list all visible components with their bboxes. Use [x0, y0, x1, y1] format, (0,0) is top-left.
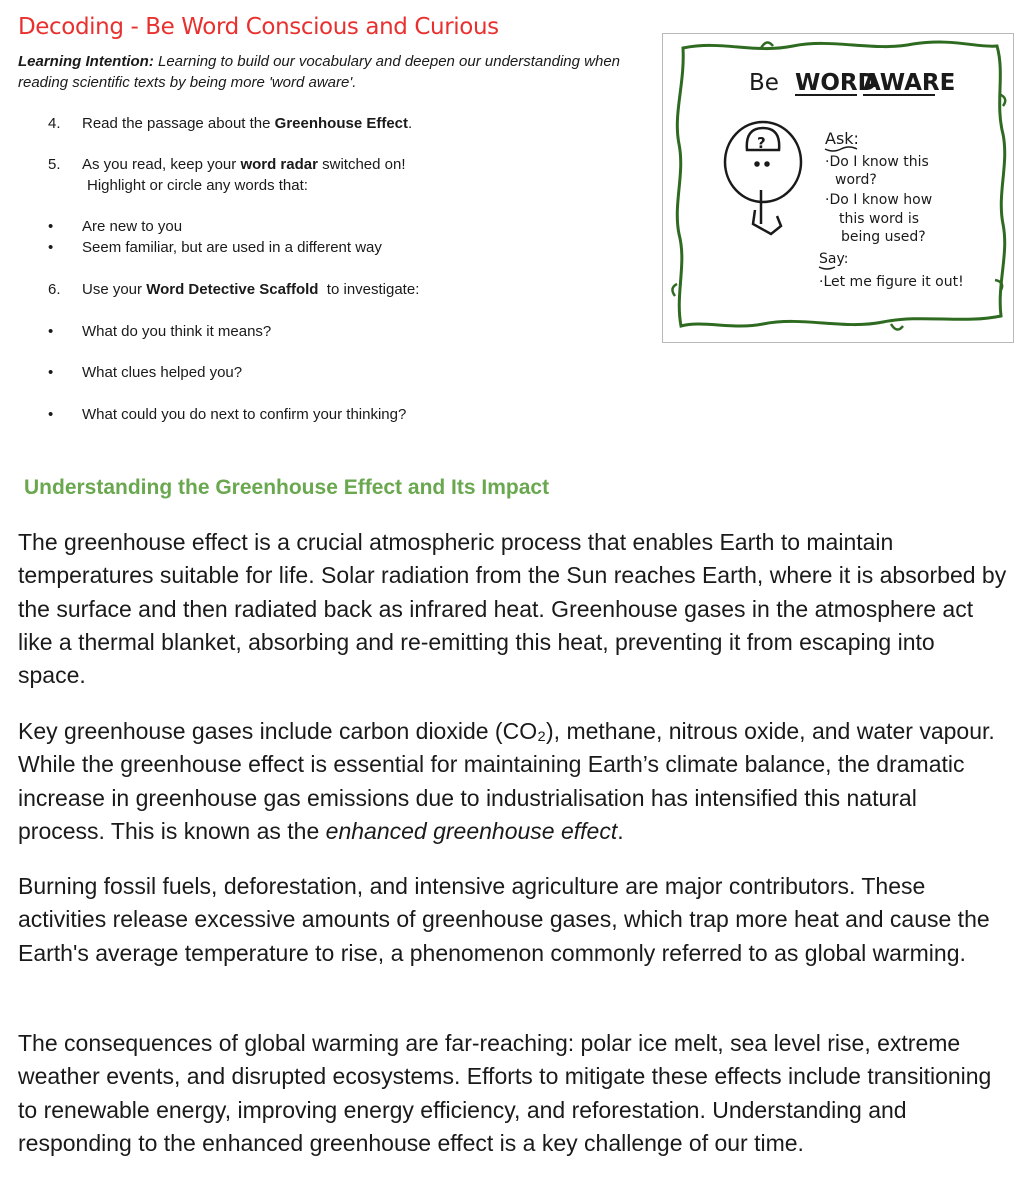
- list-item-text: What do you think it means?: [82, 323, 272, 340]
- poster-ask-line: being used?: [841, 229, 926, 245]
- step-text: As you read, keep your: [82, 156, 241, 173]
- list-item: [48, 237, 382, 258]
- step-keyword: word radar: [240, 156, 318, 173]
- article-paragraph-2: [18, 715, 1008, 848]
- step-text-end: .: [408, 115, 413, 132]
- step-text-end: switched on!: [317, 156, 406, 173]
- poster-ask-label: Ask:: [825, 129, 859, 148]
- poster-heading-word: WORD: [795, 70, 877, 96]
- step-number: 5.: [48, 156, 61, 173]
- poster-ask-line: word?: [835, 172, 877, 188]
- learning-intention: [18, 51, 638, 93]
- paragraph-text-end: .: [617, 817, 624, 844]
- bullet-icon: •: [48, 406, 54, 423]
- paragraph-italic-term: enhanced greenhouse effect: [325, 817, 618, 844]
- article-paragraph-4: The consequences of global warming are far-reaching: polar ice melt, sea level rise, extreme weather events, and disrupted ecosystems. Efforts to mitigate these effects include transitioning to renewable energy, improving energy efficiency, and reforestation. Understanding and responding to the enhanced greenhouse effect is a key challenge of our time.: [18, 1030, 992, 1156]
- question-mark-icon: ?: [757, 134, 766, 152]
- poster-say-label: Say:: [819, 251, 849, 267]
- list-item: [48, 404, 406, 425]
- step-text: Use your: [82, 281, 147, 298]
- step-text: Read the passage about the: [82, 115, 275, 132]
- article-heading: Understanding the Greenhouse Effect and Its Impact: [24, 476, 550, 499]
- step-text-end: to investigate:: [318, 281, 420, 298]
- bullet-icon: •: [48, 364, 54, 381]
- list-item-text: What clues helped you?: [82, 364, 243, 381]
- article-paragraph-1: The greenhouse effect is a crucial atmospheric process that enables Earth to maintain temperatures suitable for life. Solar radiation from the Sun reaches Earth, where it is absorbed by the surface and then radiated back as infrared heat. Greenhouse gases in the atmosphere act like a thermal blanket, absorbing and re-emitting this heat, preventing it from escaping into space.: [18, 529, 1007, 689]
- poster-ask-line: ·Do I know how: [825, 192, 933, 208]
- bullet-icon: •: [48, 239, 54, 256]
- step-6: [48, 279, 419, 300]
- article-paragraph-3: Burning fossil fuels, deforestation, and intensive agriculture are major contributors. These activities release excessive amounts of greenhouse gases, which trap more heat and cause the Earth's average temperature to rise, a phenomenon commonly referred to as global warming.: [18, 873, 990, 966]
- list-item: [48, 362, 242, 383]
- list-item-text: Seem familiar, but are used in a different way: [82, 239, 382, 256]
- paragraph-text: Key greenhouse gases include carbon dioxide (CO₂), methane, nitrous oxide, and water vapour. While the greenhouse effect is essential for maintaining Earth’s climate balance, the dramatic increase in greenhouse gas emissions due to industrialisation has intensified this natural process. This is known as the: [18, 718, 995, 844]
- worksheet-title: Decoding - Be Word Conscious and Curious: [18, 14, 499, 40]
- step-number: 6.: [48, 281, 61, 298]
- bullet-icon: •: [48, 323, 54, 340]
- step-4: [48, 113, 412, 134]
- list-item: [48, 216, 182, 237]
- list-item-text: What could you do next to confirm your thinking?: [82, 406, 407, 423]
- step-keyword: Word Detective Scaffold: [146, 281, 319, 298]
- poster-ask-line: this word is: [839, 211, 920, 227]
- poster-heading-aware: AWARE: [863, 70, 956, 96]
- step-number: 4.: [48, 115, 61, 132]
- step-5: [48, 154, 406, 175]
- learning-intention-text: Learning to build our vocabulary and deepen our understanding when reading scientific texts by being more 'word aware'.: [18, 53, 620, 91]
- poster-ask-line: ·Do I know this: [825, 154, 929, 170]
- bullet-icon: •: [48, 218, 54, 235]
- poster-drawing: [663, 34, 1013, 342]
- list-item-text: Are new to you: [82, 218, 183, 235]
- poster-say-line: ·Let me figure it out!: [819, 274, 964, 290]
- step-5-line-2: Highlight or circle any words that:: [87, 177, 308, 194]
- word-aware-poster: [662, 33, 1014, 343]
- list-item: [48, 321, 271, 342]
- step-keyword: Greenhouse Effect: [274, 115, 409, 132]
- learning-intention-label: Learning Intention:: [18, 53, 154, 70]
- poster-heading-be: Be: [749, 70, 779, 96]
